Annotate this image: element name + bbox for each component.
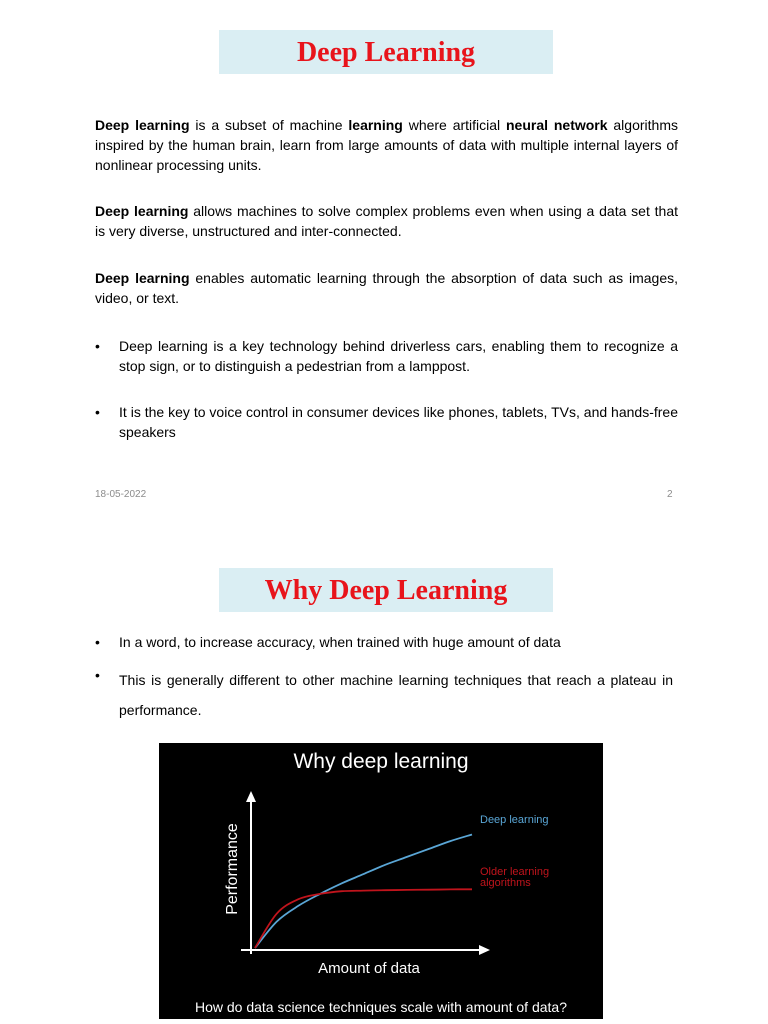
text-run: algorithms inspired by the human brain, learn from large amounts of data with multiple internal layers of nonlinear processing units. [95, 117, 678, 173]
slide-title-deep-learning: Deep Learning [219, 30, 553, 74]
bullet-text: This is generally different to other machine learning techniques that reach a plateau in performance. [119, 672, 673, 718]
chart-title: Why deep learning [293, 750, 469, 773]
paragraph-definition [95, 115, 678, 175]
chart-caption: How do data science techniques scale with amount of data? [194, 999, 568, 1015]
bullet-text: Deep learning is a key technology behind driverless cars, enabling them to recognize a stop sign, or to distinguish a pedestrian from a lamppost. [119, 338, 678, 374]
legend-label-older-learning: Older learning [480, 866, 550, 878]
footer-page-number: 2 [667, 489, 673, 500]
bullet-icon: • [95, 338, 100, 354]
why-deep-learning-chart [159, 743, 603, 1019]
bullet-icon: • [95, 634, 100, 650]
bold-term: Deep learning [95, 270, 190, 286]
bullet-text: In a word, to increase accuracy, when trained with huge amount of data [119, 634, 561, 650]
paragraph-complex-problems [95, 201, 678, 241]
text-run: where artificial [402, 117, 506, 133]
y-axis-arrow-icon [246, 791, 256, 802]
paragraph-automatic-learning [95, 268, 678, 308]
x-axis-label: Amount of data [318, 960, 420, 977]
text-run: allows machines to solve complex problems even when using a data set that is very diverse, unstructured and inter-connected. [95, 203, 678, 239]
bold-term: learning [348, 117, 403, 133]
legend-label-algorithms: algorithms [480, 877, 531, 889]
bold-term: neural network [506, 117, 608, 133]
y-axis-label: Performance [224, 823, 241, 915]
text-run: enables automatic learning through the absorption of data such as images, video, or text. [95, 270, 678, 306]
series-line-older-algorithms [255, 889, 472, 948]
x-axis-arrow-icon [479, 945, 490, 955]
bullet-text: It is the key to voice control in consumer devices like phones, tablets, TVs, and hands-free speakers [119, 404, 678, 440]
footer-date: 18-05-2022 [95, 489, 147, 500]
bullet-icon: • [95, 667, 100, 683]
legend-label-deep-learning: Deep learning [480, 814, 549, 826]
bold-term: Deep learning [95, 203, 189, 219]
text-run: is a subset of machine [189, 117, 349, 133]
slide-title-why-deep-learning: Why Deep Learning [219, 568, 553, 612]
chart-svg [159, 743, 603, 1019]
bullet-icon: • [95, 404, 100, 420]
bold-term: Deep learning [95, 117, 190, 133]
